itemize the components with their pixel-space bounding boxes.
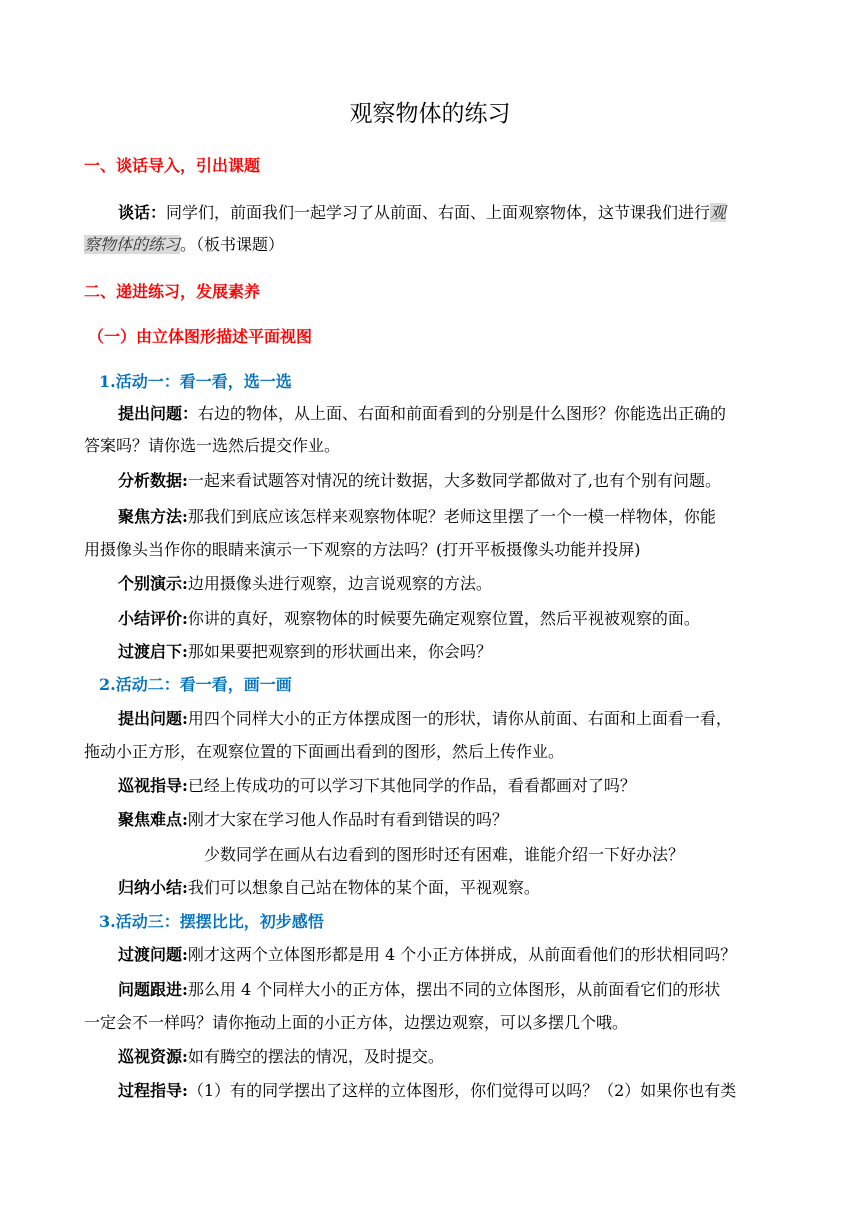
act1-line4	[118, 572, 784, 596]
text: 边用摄像头进行观察，边言说观察的方法。	[187, 574, 492, 593]
text: 一起来看试题答对情况的统计数据，大多数同学都做对了,也有个别有问题。	[187, 471, 722, 490]
act3-line2	[118, 978, 784, 1002]
label: 过渡启下:	[118, 642, 188, 661]
activity3-heading: 3.活动三：摆摆比比，初步感悟	[99, 912, 324, 931]
page-title: 观察物体的练习	[349, 101, 511, 127]
label: 个别演示:	[118, 574, 188, 593]
label: 过程指导:	[118, 1081, 188, 1100]
paragraph-talk	[118, 201, 784, 225]
text: 刚才这两个立体图形都是用 4 个小正方体拼成，从前面看他们的形状相同吗？	[187, 945, 737, 964]
paragraph-talk-cont	[84, 233, 784, 257]
talk-text: 同学们，前面我们一起学习了从前面、右面、上面观察物体，这节课我们进行	[166, 203, 711, 222]
text: 你讲的真好，观察物体的时候要先确定观察位置，然后平视被观察的面。	[187, 609, 700, 628]
act1-line5	[118, 607, 784, 631]
act2-line1-cont: 拖动小正方形，在观察位置的下面画出看到的图形，然后上传作业。	[84, 742, 565, 761]
label: 聚焦难点:	[118, 810, 188, 829]
subsection-heading: （一）由立体图形描述平面视图	[88, 327, 313, 346]
act2-line3	[118, 808, 784, 832]
highlight-topic-a: 观	[710, 203, 727, 222]
text: （1）有的同学摆出了这样的立体图形，你们觉得可以吗？（2）如果你也有类	[187, 1081, 737, 1100]
label: 聚焦方法:	[118, 507, 188, 526]
act2-line3-cont: 少数同学在画从右边看到的图形时还有困难，谁能介绍一下好办法？	[204, 845, 685, 864]
label: 巡视指导:	[118, 776, 188, 795]
act1-line1	[118, 402, 784, 426]
label: 巡视资源:	[118, 1047, 188, 1066]
talk-tail: 。（板书课题）	[180, 235, 285, 254]
text: 已经上传成功的可以学习下其他同学的作品，看看都画对了吗？	[187, 776, 636, 795]
label: 小结评价:	[118, 609, 188, 628]
activity2-heading: 2.活动二：看一看，画一画	[99, 675, 292, 694]
highlight-topic-b: 察物体的练习	[84, 235, 181, 254]
act3-line4	[118, 1079, 784, 1103]
label: 分析数据:	[118, 471, 188, 490]
text: 用四个同样大小的正方体摆成图一的形状，请你从前面、右面和上面看一看，	[187, 709, 732, 728]
act3-line1	[118, 943, 784, 967]
section-heading-practice: 二、递进练习，发展素养	[84, 282, 261, 301]
label: 提出问题:	[118, 709, 188, 728]
act1-line2	[118, 469, 784, 493]
label: 过渡问题:	[118, 945, 188, 964]
text: 那如果要把观察到的形状画出来，你会吗？	[187, 642, 492, 661]
act1-line3-cont: 用摄像头当作你的眼睛来演示一下观察的方法吗？(打开平板摄像头功能并投屏)	[84, 540, 641, 559]
act2-line2	[118, 774, 784, 798]
act2-line1	[118, 707, 784, 731]
act1-line3	[118, 505, 784, 529]
text: 那么用 4 个同样大小的正方体，摆出不同的立体图形，从前面看它们的形状	[187, 980, 721, 999]
text: 刚才大家在学习他人作品时有看到错误的吗？	[187, 810, 508, 829]
text: 我们可以想象自己站在物体的某个面，平视观察。	[187, 878, 540, 897]
act3-line3	[118, 1045, 784, 1069]
label: 归纳小结:	[118, 878, 188, 897]
act3-line2-cont: 一定会不一样吗？请你拖动上面的小正方体，边摆边观察，可以多摆几个哦。	[84, 1013, 629, 1032]
label-talk: 谈话：	[118, 203, 167, 222]
text: 如有腾空的摆法的情况，及时提交。	[187, 1047, 444, 1066]
section-heading-intro: 一、谈话导入，引出课题	[84, 156, 261, 175]
activity1-heading: 1.活动一：看一看，选一选	[99, 372, 292, 391]
text: 那我们到底应该怎样来观察物体呢？老师这里摆了一个一模一样物体，你能	[187, 507, 716, 526]
act1-line1-cont: 答案吗？请你选一选然后提交作业。	[84, 436, 341, 455]
act1-line6	[118, 640, 784, 664]
label: 提出问题：	[118, 404, 199, 423]
text: 右边的物体，从上面、右面和前面看到的分别是什么图形？你能选出正确的	[198, 404, 727, 423]
act2-line4	[118, 876, 784, 900]
label: 问题跟进:	[118, 980, 188, 999]
